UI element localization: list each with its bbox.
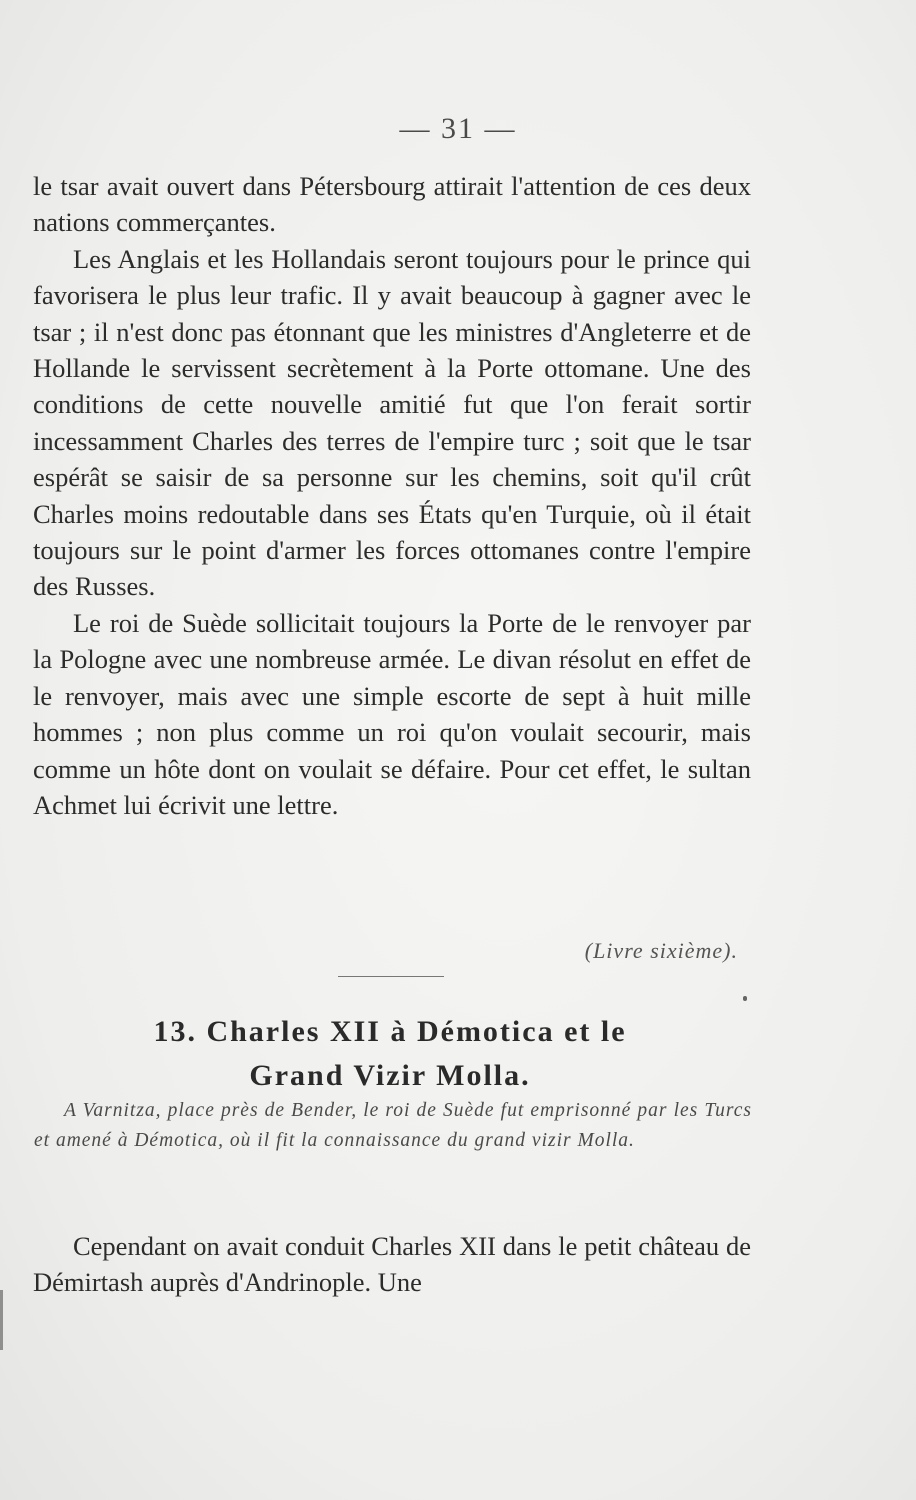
paragraph-anglais: Les Anglais et les Hollandais seront toujours pour le prince qui favorisera le plus leur trafic. Il y avait beaucoup à gagner avec le tsar ; il n'est donc pas étonnant que les ministres d'Angleterre et de Hollande le servissent secrètement à la Porte ottomane. Une des conditions de cette nouvelle amitié fut que l'on ferait sortir incessamment Charles des terres de l'empire turc ; soit que le tsar espérât se saisir de sa personne sur les chemins, soit qu'il crût Charles moins redoutable dans ses États qu'en Turquie, où il était toujours sur le point d'armer les forces ottomanes contre l'empire des Russes. [33,243,751,602]
second-text-block [33,1228,751,1301]
section-heading [0,1010,780,1098]
heading-line-1: 13. Charles XII à Démotica et le [153,1015,627,1048]
source-citation: (Livre sixième). [584,938,738,963]
page-number: — 31 — [399,112,517,145]
page-edge-mark [0,1290,25,1350]
paragraph-roi-de-suede: Le roi de Suède sollicitait toujours la Porte de le renvoyer par la Pologne avec une nombreuse armée. Le divan résolut en effet de le renvoyer, mais avec une simple escorte de sept à huit mille hommes ; non plus comme un roi qu'on voulait secourir, mais comme un hôte dont on voulait se défaire. Pour cet effet, le sultan Achmet lui écrivit une lettre. [33,607,751,820]
section-summary [34,1096,752,1156]
summary-text: A Varnitza, place près de Bender, le roi de Suède fut emprisonné par les Turcs et amené à Démotica, où il fit la connaissance du grand vizir Molla. [34,1100,752,1151]
section-separator [338,976,444,977]
main-text-block [33,168,751,823]
ink-speck [743,996,747,1001]
paragraph-cependant: Cependant on avait conduit Charles XII dans le petit château de Démirtash auprès d'Andrinople. Une [33,1231,751,1298]
heading-line-2: Grand Vizir Molla. [249,1059,531,1092]
paragraph-continuation: le tsar avait ouvert dans Pétersbourg attirait l'attention de ces deux nations commerçantes. [33,171,751,238]
